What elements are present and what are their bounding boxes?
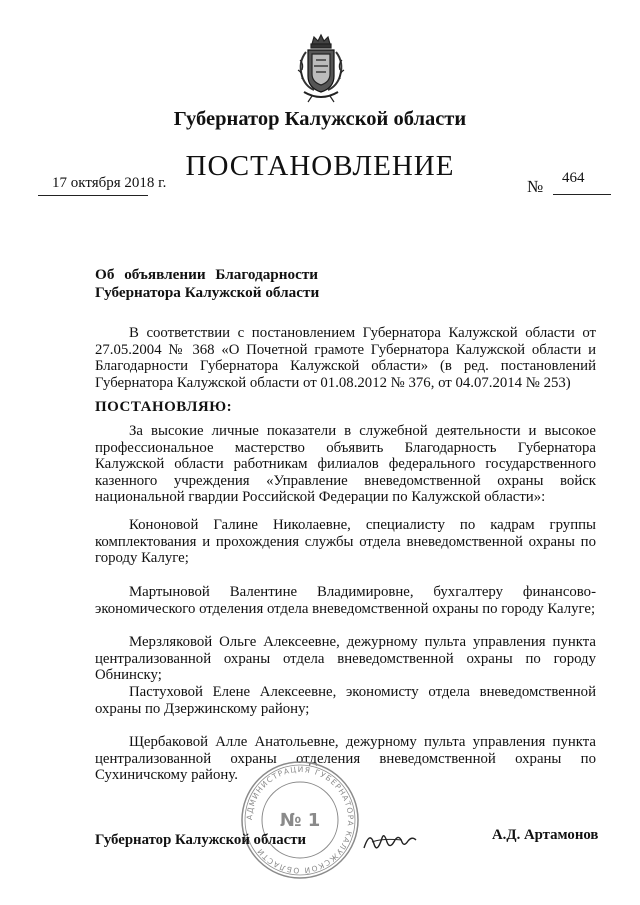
number-underline bbox=[553, 194, 611, 195]
document-number: 464 bbox=[562, 170, 585, 186]
signatory-name: А.Д. Артамонов bbox=[492, 827, 599, 843]
number-label: № bbox=[527, 177, 544, 196]
svg-text:№ 1: № 1 bbox=[279, 810, 321, 831]
issuer-title: Губернатор Калужской области bbox=[173, 108, 467, 130]
awardee-paragraph-4: Пастуховой Елене Алексеевне, экономисту отдела вневедомственной охраны по Дзержинскому району; bbox=[95, 684, 596, 717]
document-subject bbox=[95, 266, 319, 302]
handwritten-signature bbox=[360, 820, 420, 860]
subject-line-2: Губернатора Калужской области bbox=[95, 284, 320, 301]
awardee-paragraph-5: Щербаковой Алле Анатольевне, дежурному пульта управления пункта централизованной охраны отделения вневедомственной охраны по Сухиничскому району. bbox=[95, 734, 596, 784]
subject-line-1: Об объявлении Благодарности bbox=[95, 266, 319, 283]
resolve-heading: ПОСТАНОВЛЯЮ: bbox=[95, 399, 233, 415]
preamble-paragraph: В соответствии с постановлением Губернатора Калужской области от 27.05.2004 № 368 «О Почетной грамоте Губернатора Калужской области и Благодарности Губернатора Калужской области» (в ред. постановлений Губернатора Калужской области от 01.08.2012 № 376, от 04.07.2014 № 253) bbox=[95, 325, 596, 391]
date-underline bbox=[38, 195, 148, 196]
awardee-paragraph-1: Кононовой Галине Николаевне, специалисту по кадрам группы комплектования и прохождения службы отдела вневедомственной охраны по городу Калуге; bbox=[95, 517, 596, 567]
document-type-heading: ПОСТАНОВЛЕНИЕ bbox=[185, 150, 455, 182]
document-date: 17 октября 2018 г. bbox=[52, 175, 167, 191]
awardee-paragraph-3: Мерзляковой Ольге Алексеевне, дежурному пульта управления пункта централизованной охраны отдела вневедомственной охраны по городу Обнинску; bbox=[95, 634, 596, 684]
svg-text:АДМИНИСТРАЦИЯ ГУБЕРНАТОРА КАЛУ: АДМИНИСТРАЦИЯ ГУБЕРНАТОРА КАЛУЖСКОЙ ОБЛАСТИ bbox=[244, 764, 356, 876]
signatory-title: Губернатор Калужской области bbox=[95, 832, 307, 848]
awardee-paragraph-2: Мартыновой Валентине Владимировне, бухгалтеру финансово-экономического отделения отдела вневедомственной охраны по городу Калуге; bbox=[95, 584, 596, 617]
resolution-paragraph: За высокие личные показатели в служебной деятельности и высокое профессиональное мастерство объявить Благодарность Губернатора Калужской области работникам филиалов федерального государственного казенного учреждения «Управление вневедомственной охраны войск национальной гвардии Российской Федерации по Калужской области»: bbox=[95, 423, 596, 506]
official-stamp bbox=[238, 758, 362, 882]
coat-of-arms-emblem bbox=[290, 30, 352, 106]
